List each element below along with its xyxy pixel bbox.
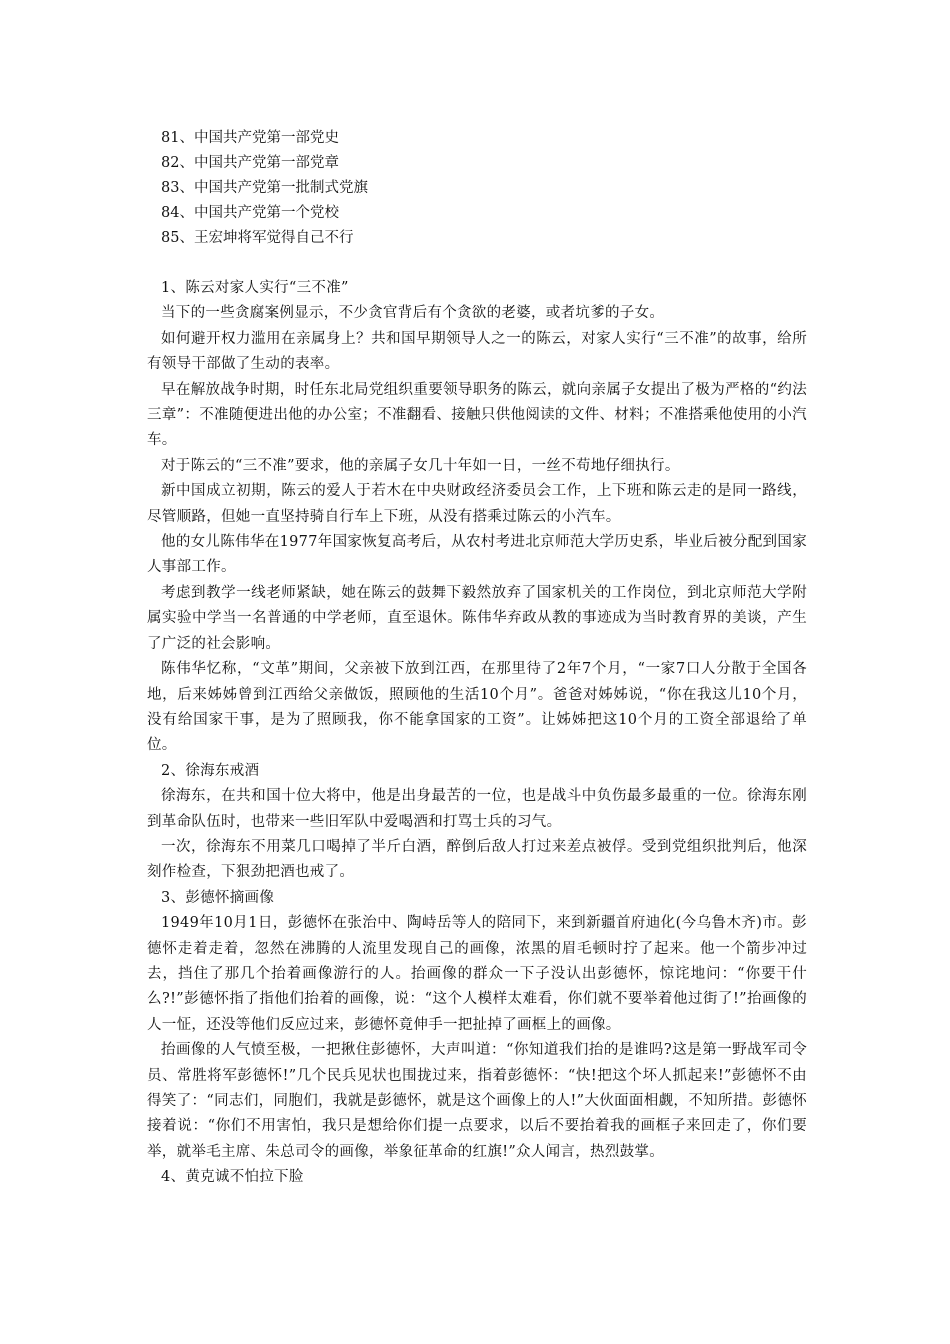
paragraph: 他的女儿陈伟华在1977年国家恢复高考后，从农村考进北京师范大学历史系，毕业后被分配到国家人事部工作。: [147, 534, 807, 576]
paragraph: 对于陈云的“三不准”要求，他的亲属子女几十年如一日，一丝不苟地仔细执行。: [161, 457, 680, 474]
list-item: 85、王宏坤将军觉得自己不行: [161, 230, 354, 246]
section-huang-kecheng: [147, 1165, 807, 1190]
section-peng-dehuai: [147, 886, 807, 1165]
list-item: 81、中国共产党第一部党史: [161, 130, 339, 146]
paragraph: 新中国成立初期，陈云的爱人于若木在中央财政经济委员会工作，上下班和陈云走的是同一路线，尽管顺路，但她一直坚持骑自行车上下班，从没有搭乘过陈云的小汽车。: [147, 483, 807, 525]
list-item: 84、中国共产党第一个党校: [161, 205, 339, 221]
paragraph: 徐海东，在共和国十位大将中，他是出身最苦的一位，也是战斗中负伤最多最重的一位。徐海东刚到革命队伍时，也带来一些旧军队中爱喝酒和打骂士兵的习气。: [147, 788, 807, 830]
paragraph: 如何避开权力滥用在亲属身上？共和国早期领导人之一的陈云，对家人实行“三不准”的故事，给所有领导干部做了生动的表率。: [147, 330, 807, 373]
section-xu-haidong: [147, 759, 807, 886]
section-heading: 1、陈云对家人实行“三不准”: [161, 280, 349, 296]
section-heading: 4、黄克诚不怕拉下脸: [161, 1169, 304, 1186]
list-item: 82、中国共产党第一部党章: [161, 155, 339, 171]
paragraph: 1949年10月1日，彭德怀在张治中、陶峙岳等人的陪同下，来到新疆首府迪化(今乌鲁木齐)市。彭德怀走着走着，忽然在沸腾的人流里发现自己的画像，浓黑的眉毛顿时拧了起来。他一个箭步冲过去，挡住了那几个抬着画像游行的人。抬画像的群众一下子没认出彭德怀，惊诧地问：“你要干什么?!”彭德怀指了指他们抬着的画像，说：“这个人模样太难看，你们就不要举着他过街了!”抬画像的人一怔，还没等他们反应过来，彭德怀竟伸手一把扯掉了画框上的画像。: [147, 915, 807, 1033]
paragraph: 抬画像的人气愤至极，一把揪住彭德怀，大声叫道：“你知道我们抬的是谁吗?这是第一野战军司令员、常胜将军彭德怀!”几个民兵见状也围拢过来，指着彭德怀：“快!把这个坏人抓起来!”彭德怀不由得笑了：“同志们，同胞们，我就是彭德怀，就是这个画像上的人!”大伙面面相觑，不知所措。彭德怀接着说：“你们不用害怕，我只是想给你们提一点要求，以后不要抬着我的画框子来回走了，你们要举，就举毛主席、朱总司令的画像，举象征革命的红旗!”众人闻言，热烈鼓掌。: [147, 1042, 807, 1160]
list-item: 83、中国共产党第一批制式党旗: [161, 180, 368, 196]
section-heading: 3、彭德怀摘画像: [161, 889, 275, 906]
section-heading: 2、徐海东戒酒: [161, 762, 260, 779]
paragraph: 当下的一些贪腐案例显示，不少贪官背后有个贪欲的老婆，或者坑爹的子女。: [161, 305, 665, 322]
paragraph: 一次，徐海东不用菜几口喝掉了半斤白酒，醉倒后敌人打过来差点被俘。受到党组织批判后，他深刻作检查，下狠劲把酒也戒了。: [147, 838, 807, 881]
paragraph: 陈伟华忆称，“文革”期间，父亲被下放到江西，在那里待了2年7个月，“一家7口人分散于全国各地，后来姊姊曾到江西给父亲做饭，照顾他的生活10个月”。爸爸对姊姊说，“你在我这儿10个月，没有给国家干事，是为了照顾我，你不能拿国家的工资”。让姊姊把这10个月的工资全部退给了单位。: [147, 661, 807, 754]
paragraph: 考虑到教学一线老师紧缺，她在陈云的鼓舞下毅然放弃了国家机关的工作岗位，到北京师范大学附属实验中学当一名普通的中学老师，直至退休。陈伟华弃政从教的事迹成为当时教育界的美谈，产生了广泛的社会影响。: [147, 584, 807, 652]
section-chen-yun: [147, 276, 807, 759]
document-page: [147, 126, 807, 1191]
paragraph: 早在解放战争时期，时任东北局党组织重要领导职务的陈云，就向亲属子女提出了极为严格的“约法三章”：不准随便进出他的办公室；不准翻看、接触只供他阅读的文件、材料；不准搭乘他使用的小汽车。: [147, 381, 807, 449]
spacer: [147, 251, 807, 276]
topic-list: [147, 126, 807, 251]
